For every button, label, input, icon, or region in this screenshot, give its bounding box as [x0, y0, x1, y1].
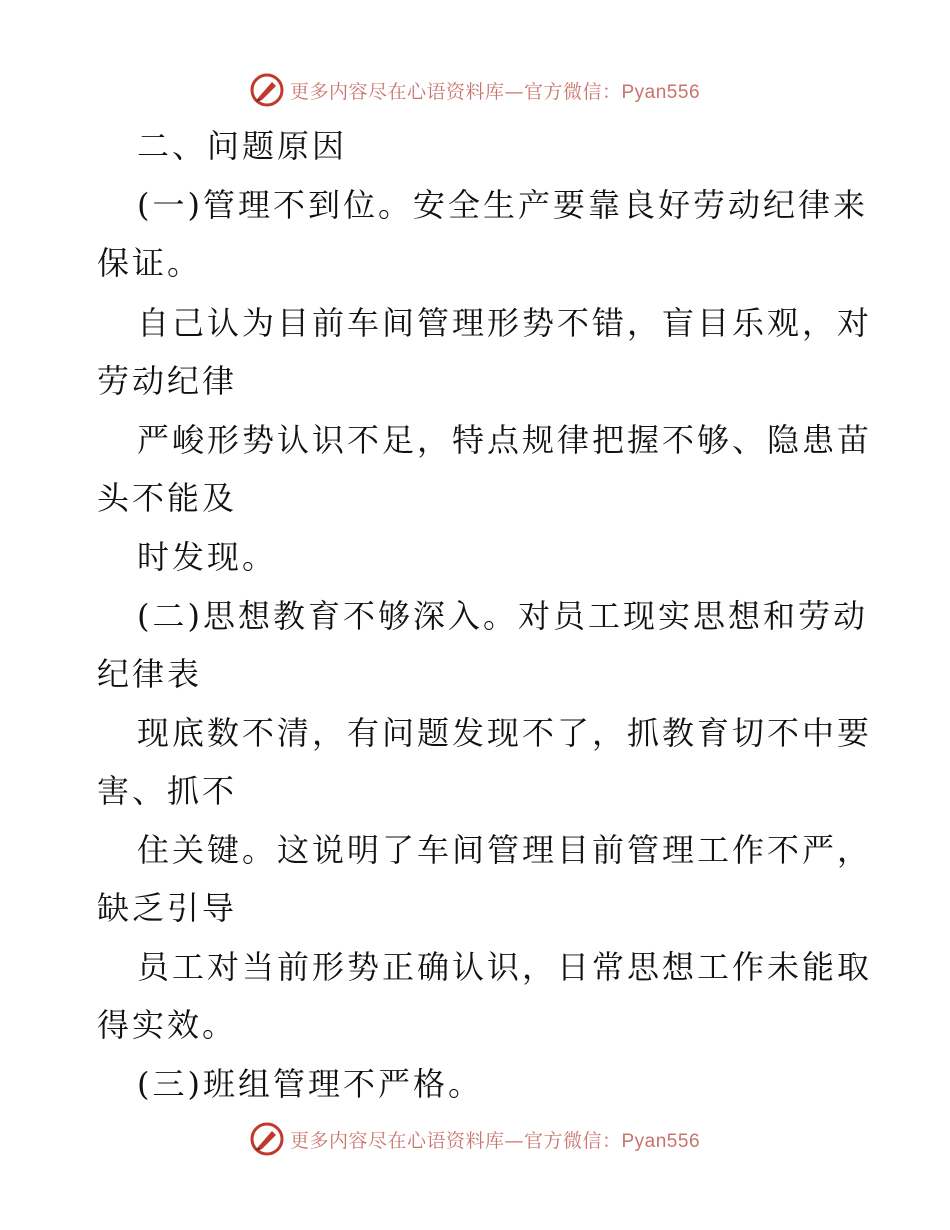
footer-watermark	[0, 1119, 950, 1159]
paragraph-line: 得实效。	[97, 1006, 238, 1044]
section-heading: 二、问题原因	[137, 127, 348, 165]
paragraph-line: (三)班组管理不严格。	[137, 1065, 483, 1103]
paragraph-line: 严峻形势认识不足，特点规律把握不够、隐患苗	[137, 421, 873, 459]
paragraph-line: 保证。	[97, 244, 203, 282]
paragraph-line: 现底数不清，有问题发现不了，抓教育切不中要	[137, 714, 873, 752]
paragraph-line: 害、抓不	[97, 772, 238, 810]
paragraph-line: 住关键。这说明了车间管理目前管理工作不严，	[137, 831, 873, 869]
paragraph-line: 头不能及	[97, 479, 238, 517]
paragraph-line: 劳动纪律	[97, 362, 238, 400]
watermark-text: 更多内容尽在心语资料库—官方微信：Pyan556	[289, 1129, 701, 1152]
paragraph-line: 纪律表	[97, 655, 203, 693]
paragraph-line: 时发现。	[137, 538, 278, 576]
paragraph-line: 缺乏引导	[97, 889, 238, 927]
paragraph-line: (一)管理不到位。安全生产要靠良好劳动纪律来	[137, 186, 868, 224]
pen-logo-icon	[250, 1122, 284, 1156]
paragraph-line: 自己认为目前车间管理形势不错，盲目乐观，对	[137, 304, 873, 342]
paragraph-line: 员工对当前形势正确认识，日常思想工作未能取	[137, 948, 873, 986]
watermark-text: 更多内容尽在心语资料库—官方微信：Pyan556	[289, 80, 701, 103]
paragraph-line: (二)思想教育不够深入。对员工现实思想和劳动	[137, 597, 868, 635]
